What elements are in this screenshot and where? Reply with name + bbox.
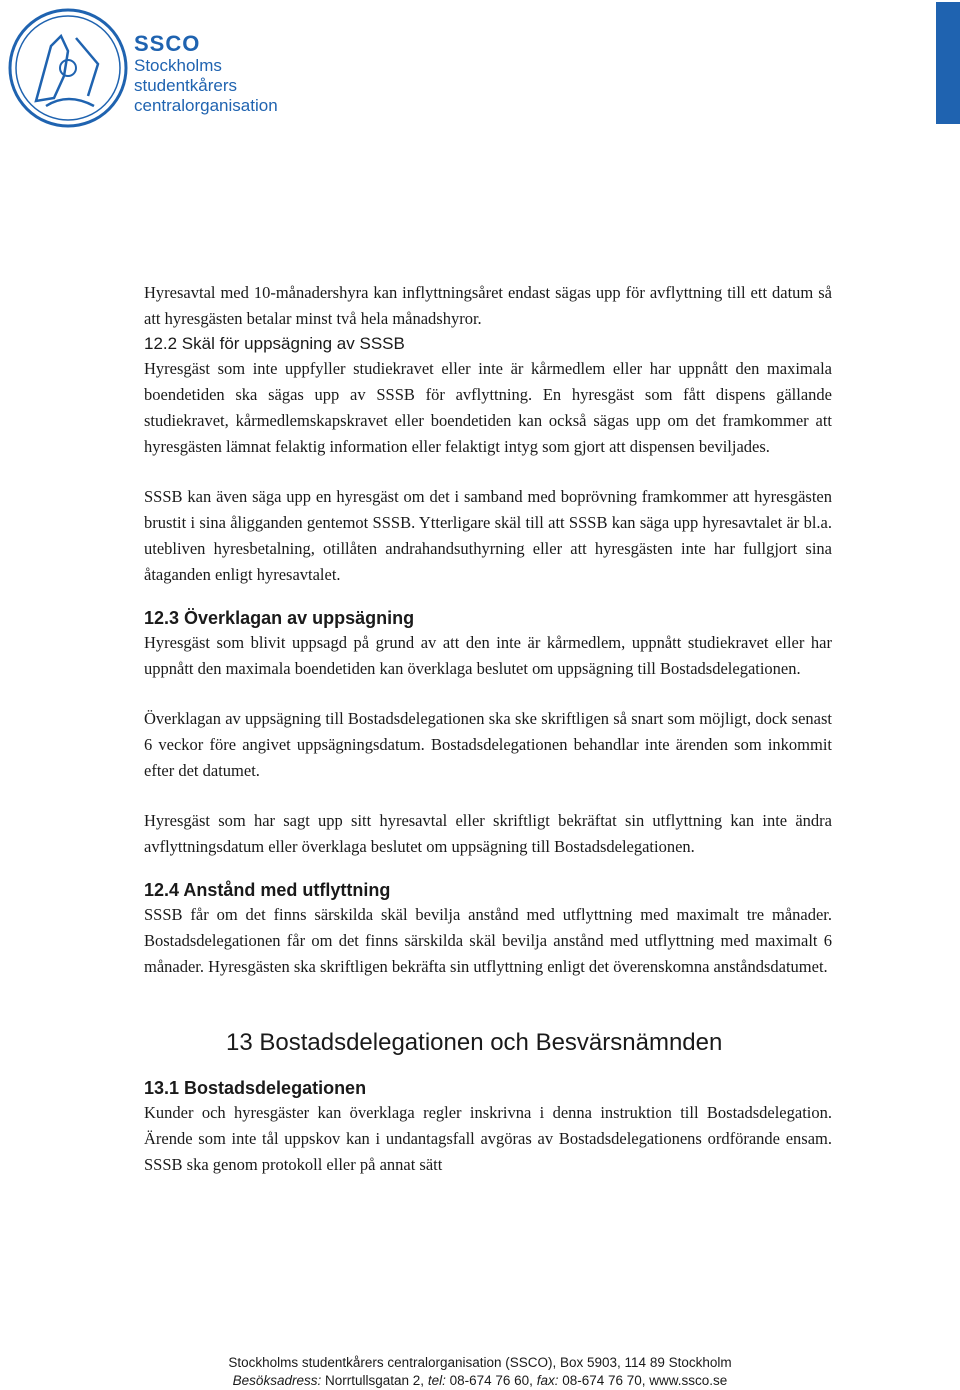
logo [6,6,276,131]
heading-12-3: 12.3 Överklagan av uppsägning [144,608,415,628]
side-accent-bar [936,2,960,124]
footer-visit-label: Besöksadress: [232,1373,322,1388]
footer-line-1: Stockholms studentkårers centralorganisation (SSCO), Box 5903, 114 89 Stockholm [228,1355,732,1370]
logo-text [134,32,278,116]
logo-line-1: Stockholms [134,56,222,75]
heading-12-4: 12.4 Anstånd med utflyttning [144,880,391,900]
paragraph-12-2-a: Hyresgäst som inte uppfyller studiekravet eller inte är kårmedlem eller har uppnått den maximala boendetiden ska sägas upp av SSSB för avflyttning. En hyresgäst som fått dispens gällande studiekravet, kårmedlemskapskravet eller boendetiden kan också sägas upp om det framkommer att hyresgästen lämnat felaktig information eller felaktigt intyg som gjort att dispensen beviljades. [144,359,832,456]
heading-13-1: 13.1 Bostadsdelegationen [144,1078,367,1098]
logo-line-3: centralorganisation [134,96,278,115]
paragraph-12-3-b: Överklagan av uppsägning till Bostadsdelegationen ska ske skriftligen så snart som möjligt, dock senast 6 veckor före angivet uppsägningsdatum. Bostadsdelegationen behandlar inte ärenden som inkommit efter det datumet. [144,709,832,780]
logo-abbr: SSCO [134,31,201,56]
paragraph-12-2-b: SSSB kan även säga upp en hyresgäst om det i samband med boprövning framkommer att hyresgästen brustit i sina åligganden gentemot SSSB. Ytterligare skäl till att SSSB kan säga upp hyresavtalet är bl.a. utebliven hyresbetalning, otillåten andrahandsuthyrning eller att hyresgästen inte har fullgjort sina åtaganden enligt hyresavtalet. [144,487,832,584]
paragraph-12-3-c: Hyresgäst som har sagt upp sitt hyresavtal eller skriftligt bekräftat sin utflyttning kan inte ändra avflyttningsdatum eller överklaga beslutet om uppsägning till Bostadsdelegationen. [144,811,832,856]
footer-fax-label: fax: [536,1373,559,1388]
student-emblem-icon [6,6,130,130]
paragraph-12-3-a: Hyresgäst som blivit uppsagd på grund av att den inte är kårmedlem, uppnått studiekravet eller har uppnått den maximala boendetiden kan överklaga beslutet om uppsägning till Bostadsdelegationen. [144,633,832,678]
paragraph-12-4: SSSB får om det finns särskilda skäl bevilja anstånd med utflyttning med maximalt tre månader. Bostadsdelegationen får om det finns särskilda skäl bevilja anstånd med utflyttning med maximalt 6 månader. Hyresgästen ska skriftligen bekräfta sin utflyttning enligt det överenskomna anståndsdatumet. [144,905,832,976]
footer-tel-value: 08-674 76 60, [449,1373,533,1388]
intro-paragraph: Hyresavtal med 10-månadershyra kan inflyttningsåret endast sägas upp för avflyttning till ett datum så att hyresgästen betalar minst två hela månadshyror. [144,283,832,328]
footer-visit-value: Norrtullsgatan 2, [324,1373,425,1388]
heading-12-2: 12.2 Skäl för uppsägning av SSSB [144,334,405,353]
paragraph-13-1: Kunder och hyresgäster kan överklaga regler inskrivna i denna instruktion till Bostadsdelegation. Ärende som inte tål uppskov kan i undantagsfall avgöras av Bostadsdelegationens ordförande ensam. SSSB ska genom protokoll eller på annat sätt [144,1103,832,1174]
footer-line-2 [0,1372,960,1390]
footer-fax-value: 08-674 76 70, www.ssco.se [562,1373,728,1388]
footer-tel-label: tel: [427,1373,446,1388]
document-body [144,280,832,1178]
logo-line-2: studentkårers [134,76,237,95]
heading-13: 13 Bostadsdelegationen och Besvärsnämnden [226,1029,723,1056]
